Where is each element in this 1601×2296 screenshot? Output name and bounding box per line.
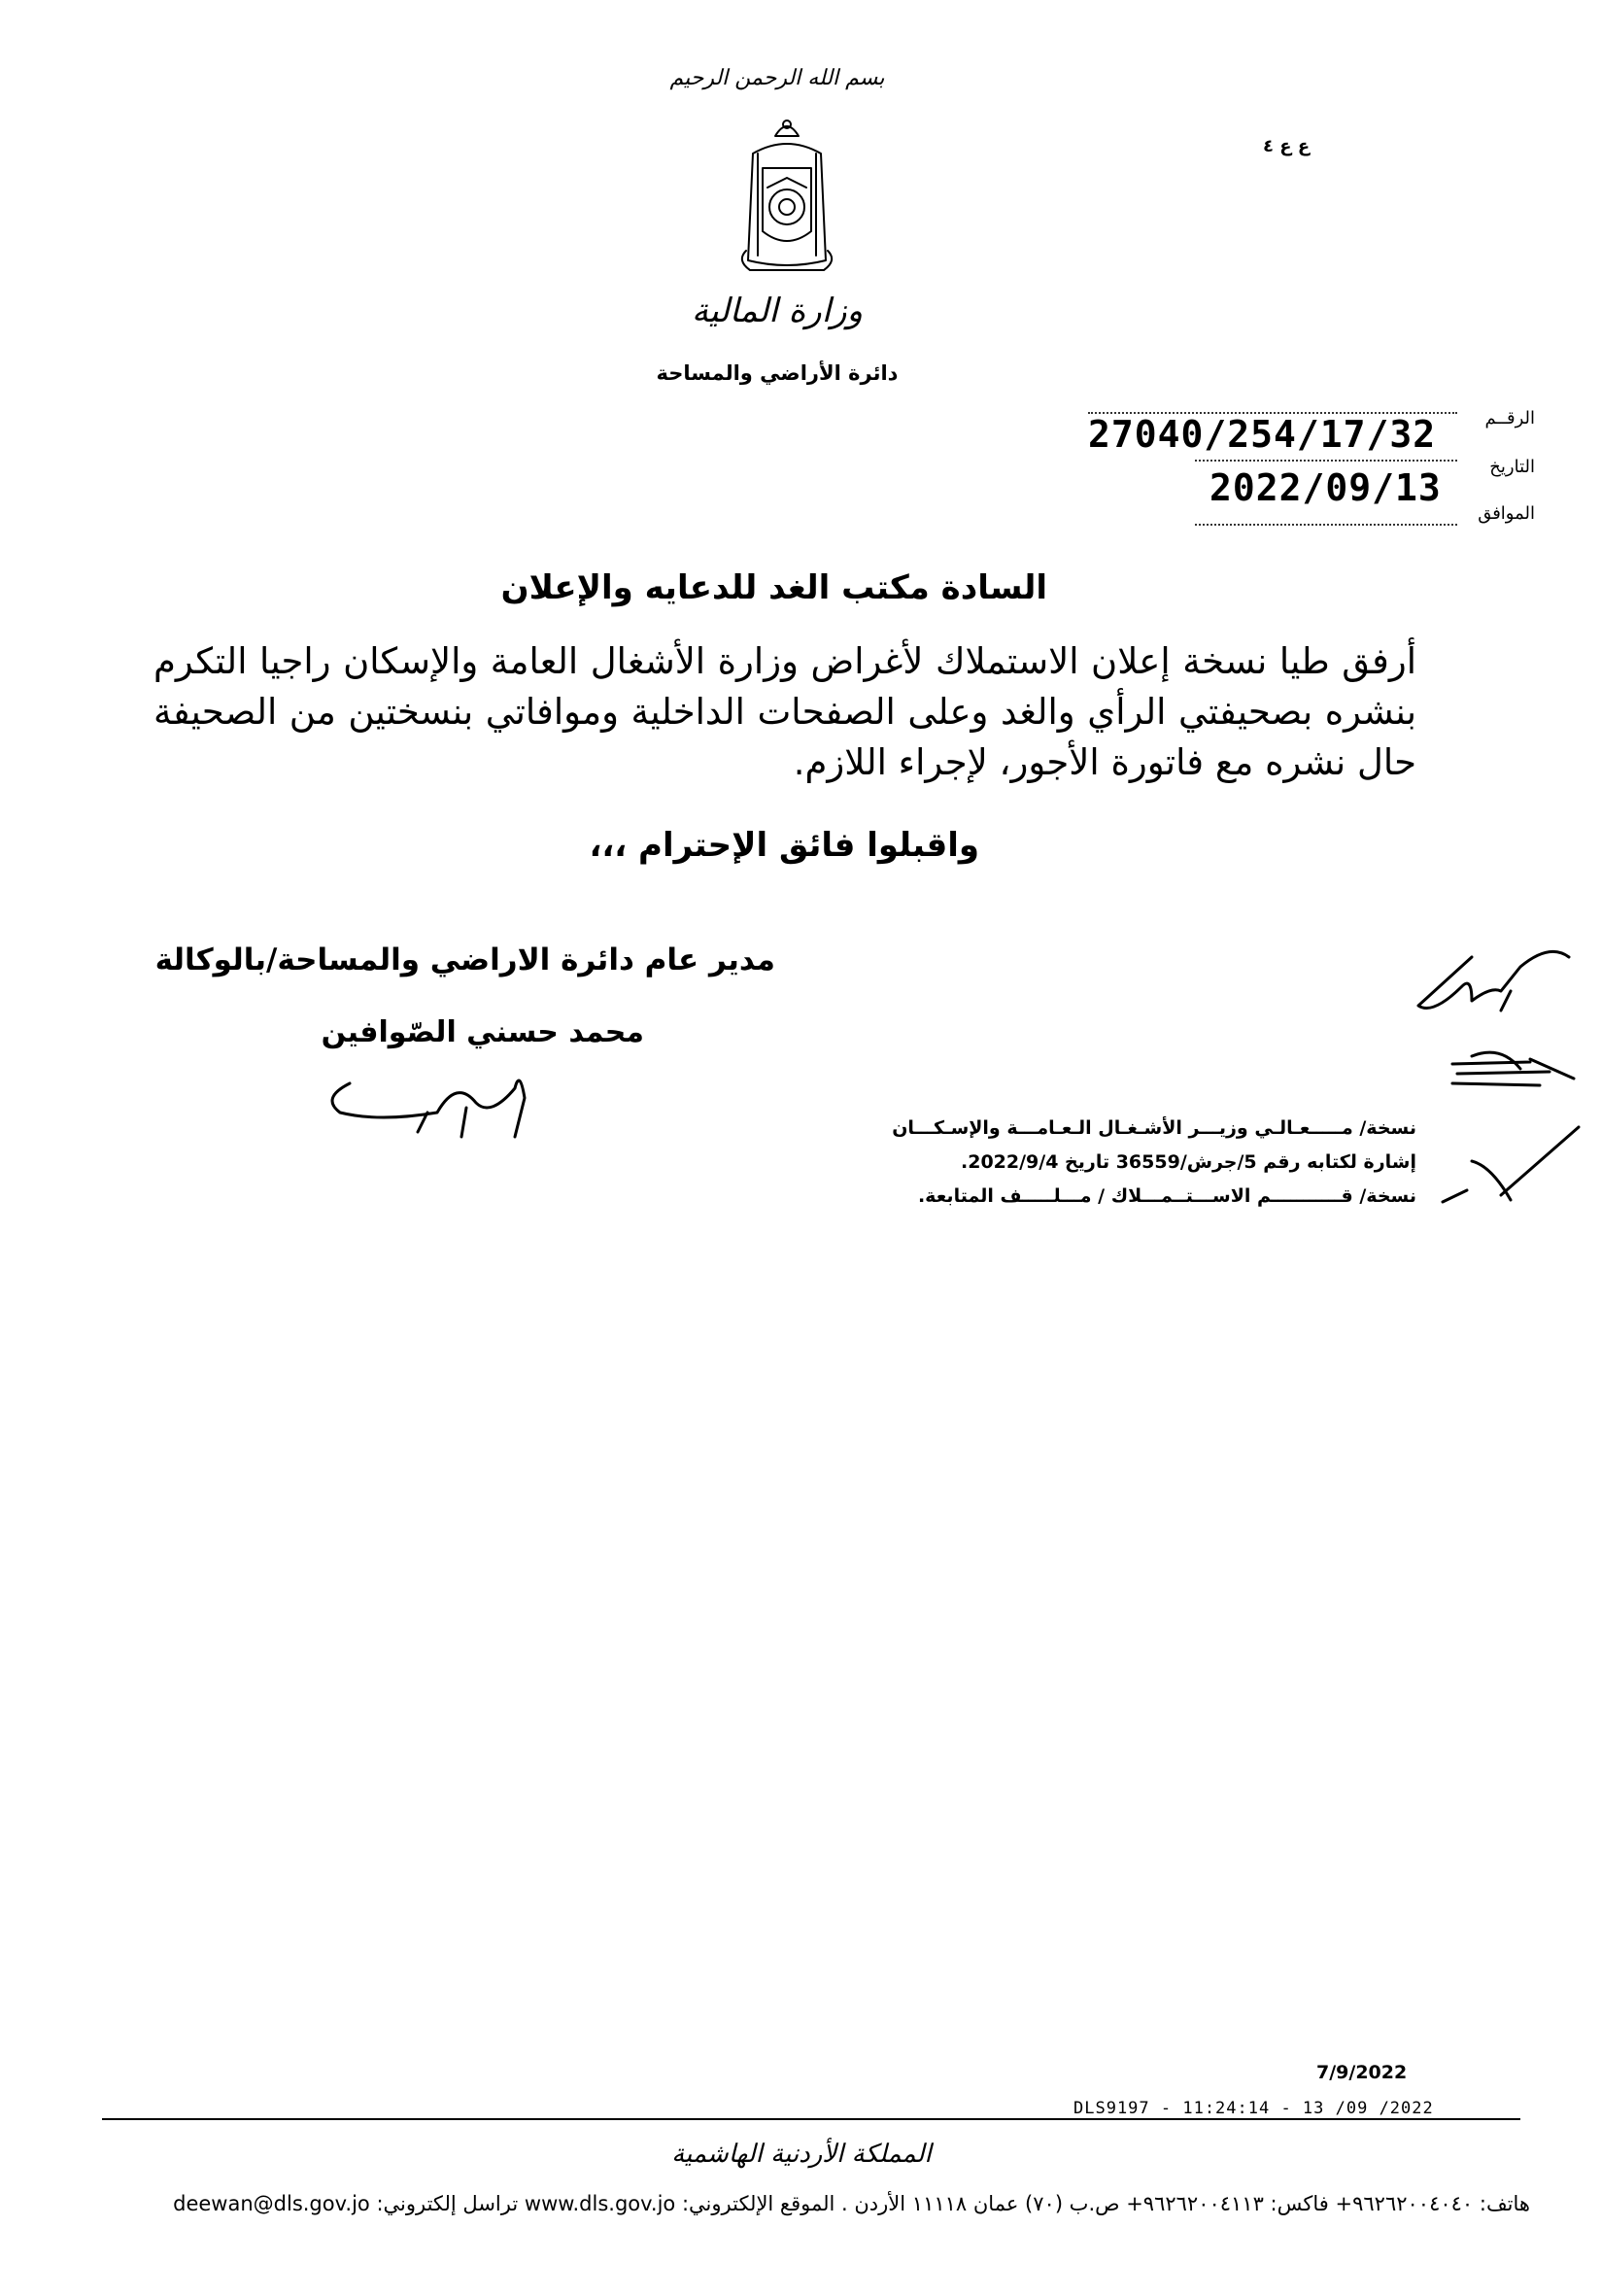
director-title: مدير عام دائرة الاراضي والمساحة/بالوكالة <box>154 942 775 977</box>
side-signatures-icon <box>1414 947 1584 1210</box>
cc-line-3: نسخة/ قـــــــــــم الاســـتــمـــلاك / مـــلـــــف المتابعة. <box>917 1185 1416 1207</box>
department-name: دائرة الأراضي والمساحة <box>656 361 899 385</box>
system-stamp: DLS9197 - 11:24:14 - 13 /09 /2022 <box>1073 2099 1434 2118</box>
ref-number-label: الرقــم <box>1484 408 1535 428</box>
coat-of-arms-icon <box>729 115 845 280</box>
ref-date-underline <box>1195 460 1457 462</box>
closing-line: واقبلوا فائق الإحترام ،،، <box>589 826 979 865</box>
ref-hijri-value <box>1195 510 1457 526</box>
letter-body: أرفق طيا نسخة إعلان الاستملاك لأغراض وزارة الأشغال العامة والإسكان راجيا التكرم بنشره بصحيفتي الرأي والغد وعلى الصفحات الداخلية وموافاتي بنسختين من الصحيفة حال نشره مع فاتورة الأجور، لإجراء اللازم. <box>153 640 1416 783</box>
ref-number-value: 27040/254/17/32 <box>1088 413 1437 456</box>
director-signature-icon <box>321 1059 544 1147</box>
cc-line-2: إشارة لكتابه رقم 5/جرش/36559 تاريخ 2022/9/4. <box>961 1151 1416 1173</box>
director-name: محمد حسني الصّوافين <box>321 1015 644 1049</box>
corner-mark: ع ع ٤ <box>1263 136 1311 156</box>
basmala: بسم الله الرحمن الرحيم <box>669 66 885 90</box>
ref-number-underline <box>1088 412 1457 414</box>
kingdom-name: المملكة الأردنية الهاشمية <box>671 2140 932 2169</box>
ref-hijri-label: الموافق <box>1478 503 1535 524</box>
ref-date-value: 2022/09/13 <box>1209 466 1442 509</box>
ref-date-label: التاريخ <box>1489 457 1535 477</box>
recipient: السادة مكتب الغد للدعايه والإعلان <box>500 568 1047 607</box>
contact-info: هاتف: ٩٦٢٦٢٠٠٤٠٤٠+ فاكس: ٩٦٢٦٢٠٠٤١١٣+ ص.ب (٧٠) عمان ١١١١٨ الأردن . الموقع الإلكتروني: www.dls.gov.jo تراسل إلكتروني: deewan@dls.gov.jo <box>173 2192 1530 2215</box>
cc-line-1: نسخة/ مـــــعـالـي وزيـــر الأشـغـال الـعـامـــة والإسـكـــان <box>892 1117 1416 1139</box>
footer-divider <box>102 2118 1520 2120</box>
file-date: 7/9/2022 <box>1316 2062 1408 2083</box>
ministry-name: وزارة المالية <box>692 291 863 330</box>
